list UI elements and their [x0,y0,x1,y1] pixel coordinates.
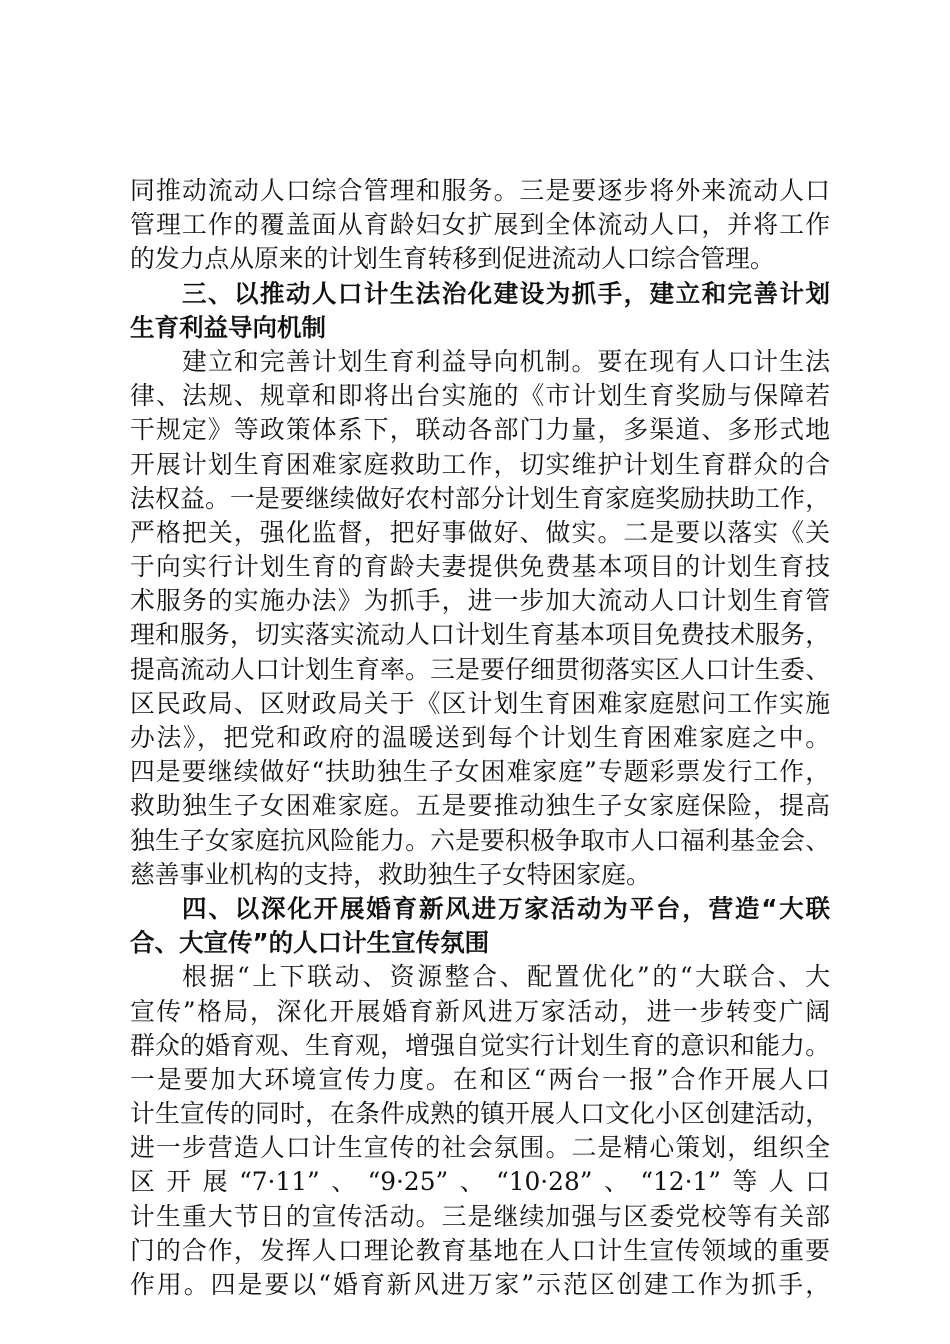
text-line: 根据“上下联动、资源整合、配置优化”的“大联合、大 [182,962,830,992]
text-line: 于向实行计划生育的育龄夫妻提供免费基本项目的计划生育技 [130,552,830,582]
text-line: 开展计划生育困难家庭救助工作，切实维护计划生育群众的合 [130,449,830,479]
text-line: 计生宣传的同时，在条件成熟的镇开展人口文化小区创建活动， [130,1099,830,1129]
text-line: 提高流动人口计划生育率。三是要仔细贯彻落实区人口计生委、 [130,654,830,684]
text-line: 独生子女家庭抗风险能力。六是要积极争取市人口福利基金会、 [130,825,830,855]
text-line: 门的合作，发挥人口理论教育基地在人口计生宣传领域的重要 [130,1235,830,1265]
heading-line: 三、以推动人口计生法治化建设为抓手，建立和完善计划 [182,278,830,308]
text-line: 建立和完善计划生育利益导向机制。要在现有人口计生法 [182,346,830,376]
body-paragraph-section-three [130,345,830,892]
text-line: 办法》，把党和政府的温暖送到每个计划生育困难家庭之中。 [130,723,830,752]
body-paragraph-section-four [130,960,830,1302]
text-line: 计生重大节日的宣传活动。三是继续加强与区委党校等有关部 [130,1201,830,1231]
section-heading-four [130,892,830,960]
text-line: 严格把关，强化监督，把好事做好、做实。二是要以落实《关 [130,517,830,547]
heading-line: 四、以深化开展婚育新风进万家活动为平台，营造“大联 [182,893,830,923]
heading-line: 合、大宣传”的人口计生宣传氛围 [130,928,490,958]
text-line: 的发力点从原来的计划生育转移到促进流动人口综合管理。 [130,244,775,274]
text-line: 一是要加大环境宣传力度。在和区“两台一报”合作开展人口 [130,1064,830,1094]
text-line: 干规定》等政策体系下，联动各部门力量，多渠道、多形式地 [130,415,830,445]
text-line: 法权益。一是要继续做好农村部分计划生育家庭奖励扶助工作， [130,483,830,513]
body-paragraph-continuation [130,174,830,277]
heading-line: 生育利益导向机制 [130,312,326,342]
text-line: 进一步营造人口计生宣传的社会氛围。二是精心策划，组织全 [130,1133,830,1163]
document-page [130,174,830,1302]
section-heading-three [130,277,830,345]
text-line: 术服务的实施办法》为抓手，进一步加大流动人口计划生育管 [130,586,830,616]
text-line: 宣传”格局，深化开展婚育新风进万家活动，进一步转变广阔 [130,996,830,1026]
text-line: 理和服务，切实落实流动人口计划生育基本项目免费技术服务， [130,620,830,650]
text-line: 作用。四是要以“婚育新风进万家”示范区创建工作为抓手， [130,1270,830,1299]
text-line: 管理工作的覆盖面从育龄妇女扩展到全体流动人口，并将工作 [130,210,830,240]
text-line: 区民政局、区财政局关于《区计划生育困难家庭慰问工作实施 [130,688,830,718]
text-line: 律、法规、规章和即将出台实施的《市计划生育奖励与保障若 [130,381,830,411]
text-line: 四是要继续做好“扶助独生子女困难家庭”专题彩票发行工作， [130,757,830,787]
text-line: 救助独生子女困难家庭。五是要推动独生子女家庭保险，提高 [130,791,830,821]
text-line: 慈善事业机构的支持，救助独生子女特困家庭。 [130,859,651,889]
text-line: 同推动流动人口综合管理和服务。三是要逐步将外来流动人口 [130,176,830,205]
text-line: 群众的婚育观、生育观，增强自觉实行计划生育的意识和能力。 [130,1030,830,1060]
text-line: 区开展“7·11”、“9·25”、“10·28”、“12·1”等人口 [130,1167,830,1197]
